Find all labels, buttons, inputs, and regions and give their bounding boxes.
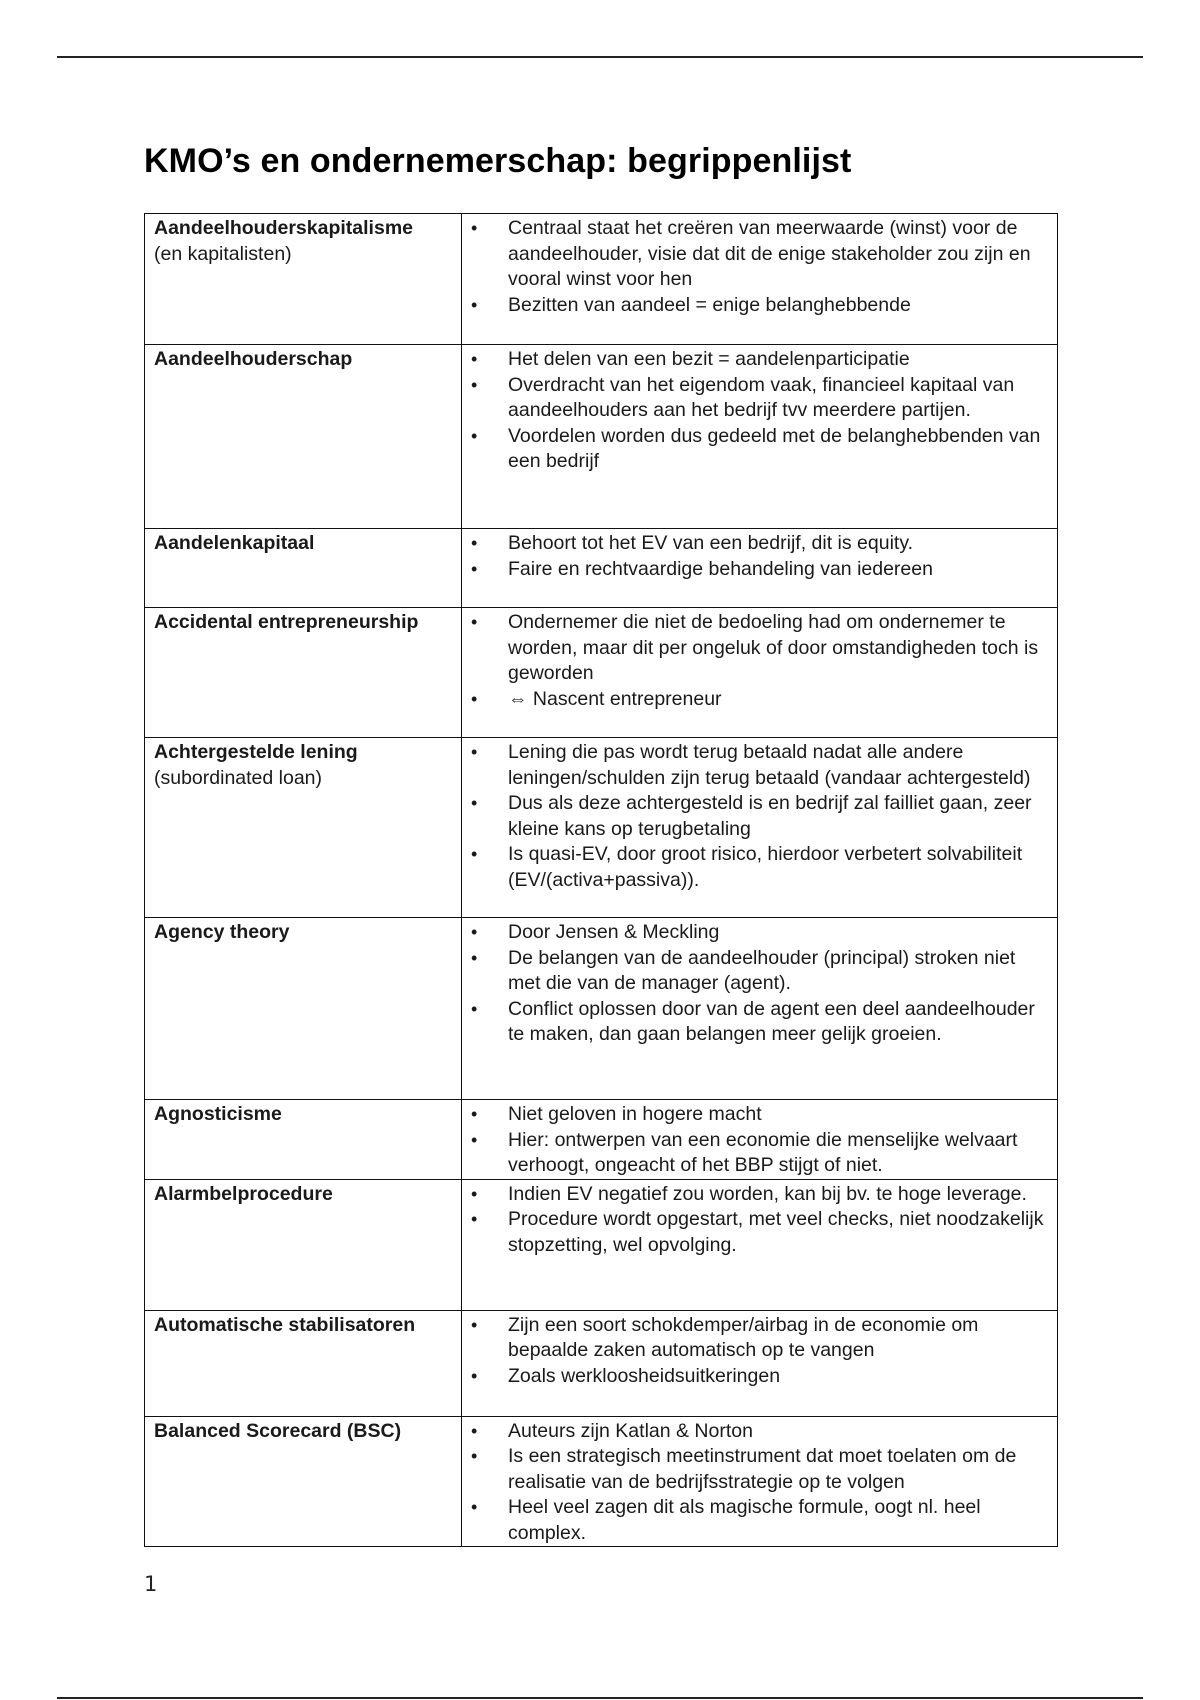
definition-item: • Procedure wordt opgestart, met veel checks, niet noodzakelijk stopzetting, wel opvolging. xyxy=(471,1207,1048,1258)
definition-item: • Behoort tot het EV van een bedrijf, dit is equity. xyxy=(471,531,1048,557)
definition-item: • Lening die pas wordt terug betaald nadat alle andere leningen/schulden zijn terug betaald (vandaar achtergesteld) xyxy=(471,740,1048,791)
term-name: Agnosticisme xyxy=(154,1103,282,1125)
definition-item: • Faire en rechtvaardige behandeling van iedereen xyxy=(471,557,1048,583)
definition-item: • Hier: ontwerpen van een economie die menselijke welvaart verhoogt, ongeacht of het BBP stijgt of niet. xyxy=(471,1128,1048,1179)
definition-list xyxy=(471,531,1048,582)
definition-list xyxy=(471,347,1048,475)
definition-cell xyxy=(462,1416,1058,1547)
definition-cell xyxy=(462,918,1058,1100)
terms-table-body xyxy=(145,214,1058,1547)
definition-item: • Overdracht van het eigendom vaak, financieel kapitaal van aandeelhouders aan het bedrijf tvv meerdere partijen. xyxy=(471,373,1048,424)
term-row xyxy=(145,738,1058,918)
term-cell xyxy=(145,738,462,918)
definition-item: • Zijn een soort schokdemper/airbag in de economie om bepaalde zaken automatisch op te vangen xyxy=(471,1313,1048,1364)
term-name: Aandeelhouderskapitalisme xyxy=(154,217,414,239)
terms-table xyxy=(144,213,1058,1547)
term-cell xyxy=(145,345,462,529)
definition-item: • Zoals werkloosheidsuitkeringen xyxy=(471,1364,1048,1390)
term-cell xyxy=(145,1179,462,1310)
definition-cell xyxy=(462,608,1058,738)
definition-item: • Het delen van een bezit = aandelenparticipatie xyxy=(471,347,1048,373)
term-name: Aandeelhouderschap xyxy=(154,348,353,370)
definition-item: • Niet geloven in hogere macht xyxy=(471,1102,1048,1128)
definition-cell xyxy=(462,214,1058,345)
definition-item: • Bezitten van aandeel = enige belanghebbende xyxy=(471,293,1048,319)
definition-list xyxy=(471,216,1048,318)
definition-item: • Dus als deze achtergesteld is en bedrijf zal failliet gaan, zeer kleine kans op terugbetaling xyxy=(471,791,1048,842)
term-row xyxy=(145,1310,1058,1416)
term-subtitle: (subordinated loan) xyxy=(154,766,323,789)
definition-cell xyxy=(462,1179,1058,1310)
definition-cell xyxy=(462,738,1058,918)
term-row xyxy=(145,1416,1058,1547)
definition-cell xyxy=(462,529,1058,608)
term-row xyxy=(145,529,1058,608)
definition-item: • Heel veel zagen dit als magische formule, oogt nl. heel complex. xyxy=(471,1495,1048,1546)
term-row xyxy=(145,1100,1058,1180)
footer-rule xyxy=(57,1697,1143,1699)
definition-item: • Auteurs zijn Katlan & Norton xyxy=(471,1419,1048,1445)
term-name: Alarmbelprocedure xyxy=(154,1182,333,1205)
definition-cell xyxy=(462,1310,1058,1416)
term-row xyxy=(145,214,1058,345)
definition-item: • Door Jensen & Meckling xyxy=(471,920,1048,946)
term-name: Accidental entrepreneurship xyxy=(154,611,419,633)
definition-list xyxy=(471,1182,1048,1259)
definition-list xyxy=(471,1102,1048,1179)
page-number: 1 xyxy=(144,1572,158,1596)
term-cell xyxy=(145,1100,462,1180)
definition-cell xyxy=(462,1100,1058,1180)
definition-list xyxy=(471,920,1048,1048)
term-subtitle: (en kapitalisten) xyxy=(154,242,292,265)
definition-item: • ⇔ Nascent entrepreneur xyxy=(471,687,1048,713)
term-name: Balanced Scorecard (BSC) xyxy=(154,1419,402,1442)
term-name: Aandelenkapitaal xyxy=(154,532,315,554)
term-name: Achtergestelde lening xyxy=(154,741,358,763)
definition-item: • Voordelen worden dus gedeeld met de belanghebbenden van een bedrijf xyxy=(471,424,1048,475)
definition-list xyxy=(471,1419,1048,1547)
term-cell xyxy=(145,529,462,608)
term-row xyxy=(145,345,1058,529)
definition-item: • Ondernemer die niet de bedoeling had om ondernemer te worden, maar dit per ongeluk of door omstandigheden toch is geworden xyxy=(471,610,1048,687)
definition-item: • Centraal staat het creëren van meerwaarde (winst) voor de aandeelhouder, visie dat dit de enige stakeholder zou zijn en vooral winst voor hen xyxy=(471,216,1048,293)
term-row xyxy=(145,1179,1058,1310)
term-cell xyxy=(145,214,462,345)
definition-item: • Is een strategisch meetinstrument dat moet toelaten om de realisatie van de bedrijfsstrategie op te volgen xyxy=(471,1444,1048,1495)
definition-item: • Conflict oplossen door van de agent een deel aandeelhouder te maken, dan gaan belangen meer gelijk groeien. xyxy=(471,997,1048,1048)
header-rule xyxy=(57,56,1143,58)
page-title: KMO’s en ondernemerschap: begrippenlijst xyxy=(144,142,852,180)
term-name: Automatische stabilisatoren xyxy=(154,1313,416,1336)
term-row xyxy=(145,918,1058,1100)
definition-list xyxy=(471,610,1048,712)
definition-item: • De belangen van de aandeelhouder (principal) stroken niet met die van de manager (agent). xyxy=(471,946,1048,997)
definition-list xyxy=(471,1313,1048,1390)
term-cell xyxy=(145,918,462,1100)
term-row xyxy=(145,608,1058,738)
definition-cell xyxy=(462,345,1058,529)
term-cell xyxy=(145,1310,462,1416)
definition-list xyxy=(471,740,1048,893)
definition-item: • Is quasi-EV, door groot risico, hierdoor verbetert solvabiliteit (EV/(activa+passiva)). xyxy=(471,842,1048,893)
term-cell xyxy=(145,1416,462,1547)
term-name: Agency theory xyxy=(154,921,290,943)
term-cell xyxy=(145,608,462,738)
definition-item: • Indien EV negatief zou worden, kan bij bv. te hoge leverage. xyxy=(471,1182,1048,1208)
